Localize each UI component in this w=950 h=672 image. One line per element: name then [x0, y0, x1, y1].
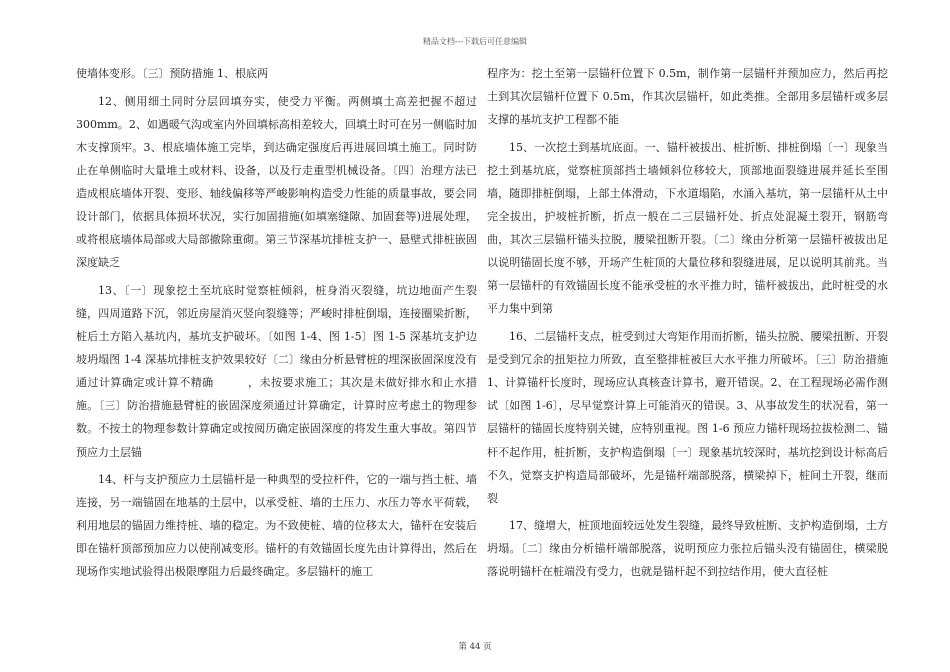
page-header: 精品文档---下载后可任意编辑: [422, 37, 528, 46]
paragraph: 17、缝增大，桩顶地面较远处发生裂缝，最终导致桩断、支护构造倒塌，土方坍塌。〔二〕缘由分析锚杆端部脱落，说明预应力张拉后锚头没有锚固住，横梁脱落说明锚杆在桩端没有受力，也就是锚杆起不到拉结作用，使大直径桩: [487, 519, 888, 579]
paragraph: 16、二层锚杆支点，桩受到过大弯矩作用而折断，锚头拉脱、腰梁扭断、开裂是受到冗余的扭矩拉力所致，直至整排桩被巨大水平推力所破坏。〔三〕防治措施 1、计算锚杆长度时，现场应认真核查计算书，避开错误。2、在工程现场必需作测试〔如图 1-6〕，尽早觉察计算上可能消灭的错误。3、从事故发生的状况看，第一层锚杆的锚固长度特别关键，应特别重视。图 1-6 预应力锚杆现场拉拔检测二、锚杆不起作用，桩折断，支护构造倒塌〔一〕现象基坑较深时，基坑挖到设计标高后不久，觉察支护构造局部破坏，先是锚杆端部脱落，横梁掉下，桩间土开裂，继而裂: [487, 330, 888, 505]
paragraph: 程序为：挖土至第一层锚杆位置下 0.5m，制作第一层锚杆并预加应力，然后再挖土到其次层锚杆位置下 0.5m，作其次层锚杆，如此类推。全部用多层锚杆或多层支撑的基坑支护工程都不能: [487, 67, 888, 127]
paragraph: 14、杆与支护预应力土层锚杆是一种典型的受拉杆件，它的一端与挡土桩、墙连接，另一端锚固在地基的土层中，以承受桩、墙的土压力、水压力等水平荷载，利用地层的锚固力维持桩、墙的稳定。为不致使桩、墙的位移太大，锚杆在安装后即在锚杆顶部预加应力以使削减变形。锚杆的有效锚固长度先由计算得出，然后在现场作实地试验得出极限摩阻力后最终确定。多层锚杆的施工: [76, 473, 477, 579]
paragraph: 13、〔一〕现象挖土至坑底时觉察桩倾斜，桩身消灭裂缝，坑边地面产生裂缝，四周道路下沉，邻近房屋消灭竖向裂缝等；严峻时排桩倒塌，连接圈梁折断，桩后土方陷入基坑内，基坑支护破坏。〔如图 1-4、图 1-5〕图 1-5 深基坑支护边坡坍塌图 1-4 深基坑排桩支护效果较好〔二〕缘由分析悬臂桩的埋深嵌固深度没有通过计算确定或计算不精确 ，未按要求施工；其次是未做好排水和止水措施。〔三〕防治措施悬臂桩的嵌固深度须通过计算确定，计算时应考虑土的物理参数。不按土的物理参数计算确定或按阅历确定嵌固深度的将发生重大事故。第四节预应力土层锚: [76, 283, 477, 459]
paragraph: 12、侧用细土同时分层回填夯实，使受力平衡。两侧填土高差把握不超过 300mm。2、如遇暖气沟或室内外回填标高相差较大，回填土时可在另一侧临时加木支撑顶牢。3、根底墙体施工完毕，到达确定强度后再进展回填土施工。同时防止在单侧临时大量堆土或材料、设备，以及行走重型机械设备。〔四〕治理方法已造成根底墙体开裂、变形、轴线偏移等严峻影响构造受力性能的质量事故，要会同设计部门，依据具体损坏状况，实行加固措施(如填塞缝隙、加固套等)进展处理，或将根底墙体局部或大局部撤除重砌。第三节深基坑排桩支护一、悬壁式排桩嵌固深度缺乏: [76, 94, 477, 270]
left-column: [76, 62, 477, 588]
paragraph: 15、一次挖土到基坑底面。一、锚杆被拔出、桩折断、排桩倒塌〔一〕现象当挖土到基坑底，觉察桩顶部挡土墙倾斜位移较大，顶部地面裂缝进展并延长至围墙，随即排桩倒塌，上部土体滑动，下水道塌陷，水涌入基坑，第一层锚杆从土中完全拔出，护坡桩折断，折点一般在二三层锚杆处、折点处混凝土裂开，钢筋弯曲，其次三层锚杆锚头拉脱，腰梁扭断开裂。〔二〕缘由分析第一层锚杆被拔出足以说明锚固长度不够，开场产生桩顶的大量位移和裂缝进展，足以说明其前兆。当第一层锚杆的有效锚固长度不能承受桩的水平推力时，锚杆被拔出，此时桩受的水平力集中到第: [487, 140, 888, 316]
paragraph: 使墙体变形。〔三〕预防措施 1、根底两: [76, 67, 268, 80]
page-number: 第 44 页: [458, 642, 492, 652]
right-column: [487, 62, 888, 588]
